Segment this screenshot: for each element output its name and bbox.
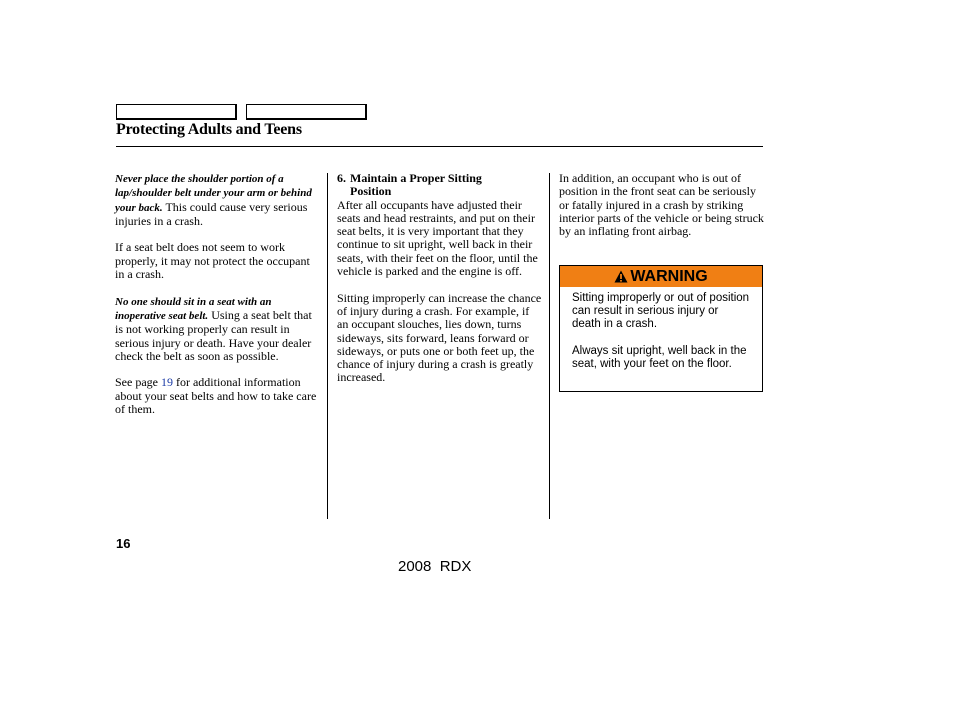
section-heading-sitting-position: [337, 172, 543, 199]
warning-triangle-icon: [614, 270, 628, 283]
column-middle: [337, 172, 543, 398]
section-tab-1: [116, 104, 237, 120]
paragraph-out-of-position: In addition, an occupant who is out of position in the front seat can be seriously or fatally injured in a crash by striking interior parts of the vehicle or being struck by an inflating front airbag.: [559, 171, 764, 239]
section-number: 6.: [337, 171, 346, 185]
section-tab-2: [246, 104, 367, 120]
section-heading-line1: Maintain a Proper Sitting: [350, 171, 482, 185]
paragraph-inoperative-belt: [115, 295, 322, 363]
see-page-prefix: See page: [115, 375, 161, 390]
warning-paragraph-2: Always sit upright, well back in the seat, with your feet on the floor.: [572, 344, 747, 370]
page-reference-link[interactable]: 19: [160, 375, 173, 390]
paragraph-see-page: [115, 376, 322, 416]
paragraph-shoulder-belt: [115, 172, 322, 228]
warning-paragraph-1: Sitting improperly or out of position can result in serious injury or death in a crash.: [572, 292, 750, 331]
see-page-suffix: for additional information about your seat belts and how to take care of them.: [115, 375, 317, 417]
column-right: [559, 172, 764, 252]
paragraph-belt-not-working: If a seat belt does not seem to work properly, it may not protect the occupant in a crash.: [115, 240, 310, 282]
column-left: [115, 172, 322, 430]
warning-box: [559, 265, 763, 392]
warning-label: WARNING: [630, 267, 708, 285]
emphasis-shoulder-belt: Never place the shoulder portion of a lap/shoulder belt under your arm or behind your back.: [115, 173, 312, 214]
paragraph-sitting-improperly: Sitting improperly can increase the chance of injury during a crash. For example, if an occupant slouches, lies down, turns sideways, sits forward, leans forward or sideways, or puts one or both feet up, the chance of injury during a crash is greatly increased.: [337, 290, 542, 385]
paragraph-sit-upright: After all occupants have adjusted their seats and head restraints, and put on their seat belts, it is very important that they continue to sit upright, well back in their seats, with their feet on the floor, until the vehicle is parked and the engine is off.: [337, 197, 538, 279]
column-divider-1: [327, 173, 328, 519]
page-number: 16: [116, 536, 131, 551]
page-title: Protecting Adults and Teens: [116, 121, 302, 138]
text-inoperative-belt: Using a seat belt that is not working properly can result in serious injury or death. Have your dealer check the belt as soon as possible.: [115, 307, 312, 363]
text-shoulder-belt: This could cause very serious injuries in a crash.: [115, 199, 308, 228]
warning-header: [560, 266, 762, 287]
warning-body: [560, 287, 762, 371]
title-divider: [116, 146, 763, 147]
section-heading-line2: Position: [350, 184, 392, 199]
column-divider-2: [549, 173, 550, 519]
emphasis-inoperative-belt: No one should sit in a seat with an inoperative seat belt.: [115, 295, 272, 322]
model-footer: 2008 RDX: [398, 558, 472, 575]
